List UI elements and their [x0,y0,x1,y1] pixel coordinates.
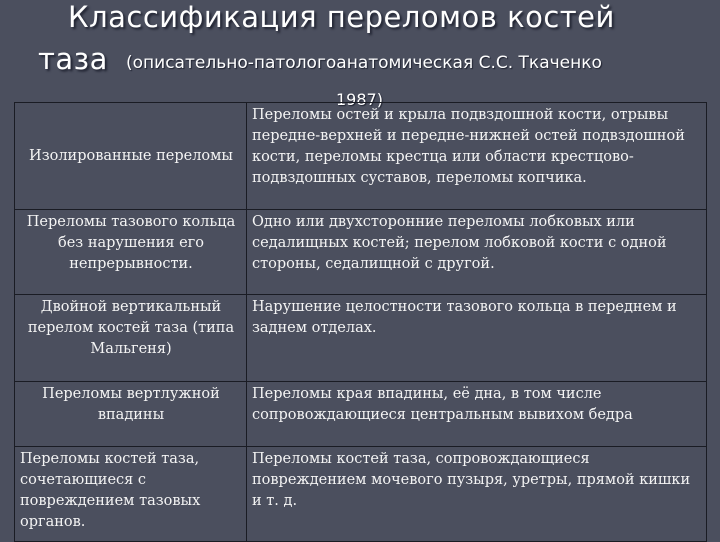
fracture-type-cell: Переломы костей таза, сочетающиеся с повреждением тазовых органов. [15,447,247,542]
title-line-2: таза [38,42,108,76]
fracture-description-cell: Переломы остей и крыла подвздошной кости, отрывы передне-верхней и передне-нижней остей подвздошной кости, переломы крестца или области крестцово-подвздошных суставов, переломы копчика. [247,103,707,210]
fracture-classification-table [14,102,707,542]
fracture-type-cell: Переломы вертлужной впадины [15,382,247,447]
fracture-description-cell: Переломы костей таза, сопровождающиеся повреждением мочевого пузыря, уретры, прямой кишки и т. д. [247,447,707,542]
fracture-description-cell: Одно или двухсторонние переломы лобковых или седалищных костей; перелом лобковой кости с одной стороны, седалищной с другой. [247,210,707,295]
fracture-type-cell: Двойной вертикальный перелом костей таза (типа Мальгеня) [15,295,247,382]
table-row [15,210,707,295]
fracture-description-cell: Нарушение целостности тазового кольца в переднем и заднем отделах. [247,295,707,382]
title-line-1: Классификация переломов костей [68,0,615,34]
table-row [15,295,707,382]
table-row [15,447,707,542]
title-subtitle: (описательно-патологоанатомическая С.С. Ткаченко [126,53,602,73]
table-row [15,103,707,210]
table-row [15,382,707,447]
fracture-type-cell: Переломы тазового кольца без нарушения его непрерывности. [15,210,247,295]
slide-title [0,0,720,109]
fracture-description-cell: Переломы края впадины, её дна, в том числе сопровождающиеся центральным вывихом бедра [247,382,707,447]
title-year: 1987) [336,90,383,109]
fracture-type-cell: Изолированные переломы [15,103,247,210]
